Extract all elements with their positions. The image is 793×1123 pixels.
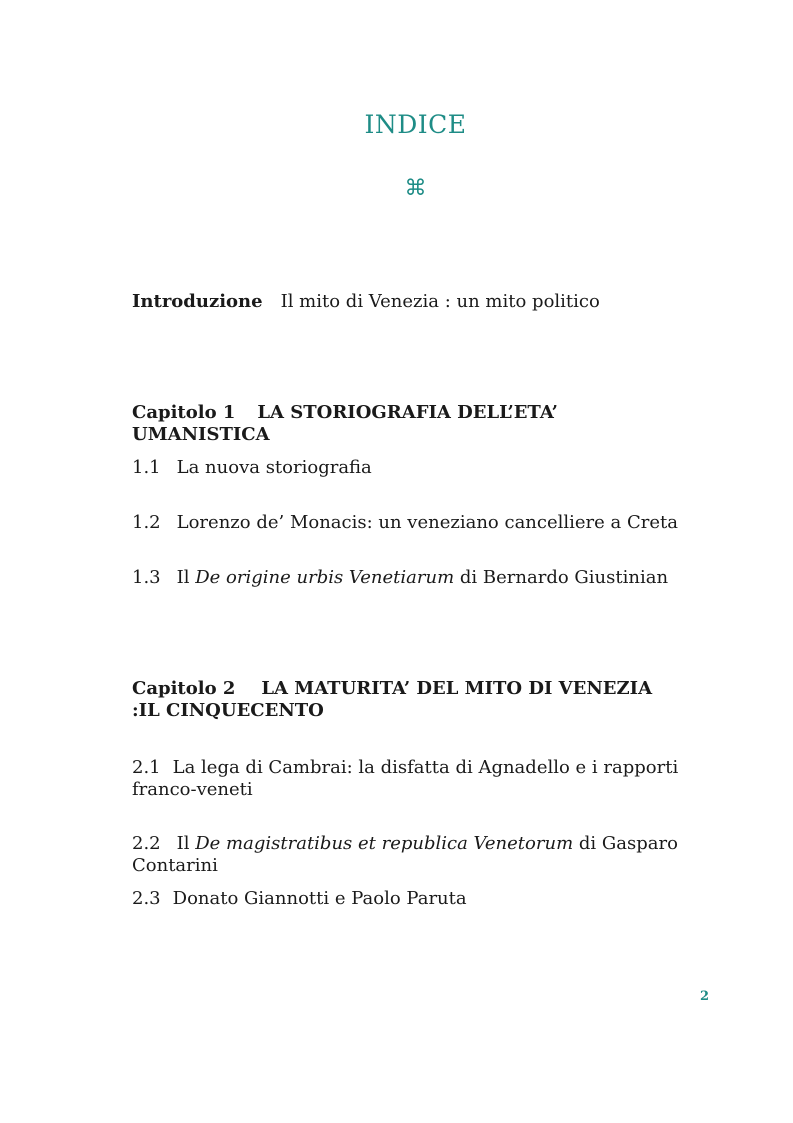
page-title: INDICE xyxy=(364,110,467,139)
section-number: 1.2 xyxy=(132,512,161,533)
chapter-1-label: Capitolo 1 xyxy=(132,402,236,423)
toc-section-1-3[interactable] xyxy=(132,567,692,589)
section-number: 1.3 xyxy=(132,567,161,588)
toc-section-2-2[interactable] xyxy=(132,833,732,877)
chapter-2-title: LA MATURITA’ DEL MITO DI VENEZIA :IL CINQUECENTO xyxy=(132,678,653,721)
section-title: La lega di Cambrai: la disfatta di Agnadello e i rapporti franco-veneti xyxy=(132,757,679,800)
section-suffix: di Gasparo Contarini xyxy=(132,833,678,876)
intro-label: Introduzione xyxy=(132,291,263,312)
toc-section-1-1[interactable] xyxy=(132,457,692,479)
section-italic-title: De origine urbis Venetiarum xyxy=(195,567,455,588)
toc-chapter-2[interactable] xyxy=(132,678,672,722)
toc-section-2-3[interactable] xyxy=(132,888,692,910)
section-number: 1.1 xyxy=(132,457,161,478)
toc-section-2-1[interactable] xyxy=(132,757,697,801)
chapter-1-title: LA STORIOGRAFIA DELL’ETA’ UMANISTICA xyxy=(132,402,558,445)
section-number: 2.2 xyxy=(132,833,161,854)
chapter-2-label: Capitolo 2 xyxy=(132,678,236,699)
section-number: 2.3 xyxy=(132,888,161,909)
section-prefix: Il xyxy=(176,567,190,588)
section-title: La nuova storiografia xyxy=(176,457,372,478)
section-number: 2.1 xyxy=(132,757,161,778)
section-italic-title: De magistratibus et republica Venetorum xyxy=(195,833,574,854)
toc-chapter-1[interactable] xyxy=(132,402,692,446)
section-suffix: di Bernardo Giustinian xyxy=(459,567,669,588)
section-title: Donato Giannotti e Paolo Paruta xyxy=(172,888,467,909)
intro-text: Il mito di Venezia : un mito politico xyxy=(280,291,600,312)
toc-section-1-2[interactable] xyxy=(132,512,692,534)
section-title: Lorenzo de’ Monacis: un veneziano cancelliere a Creta xyxy=(176,512,678,533)
toc-entry-introduction[interactable] xyxy=(132,291,692,313)
command-ornament-icon: ⌘ xyxy=(404,176,427,201)
page-number: 2 xyxy=(700,989,710,1004)
section-prefix: Il xyxy=(176,833,190,854)
